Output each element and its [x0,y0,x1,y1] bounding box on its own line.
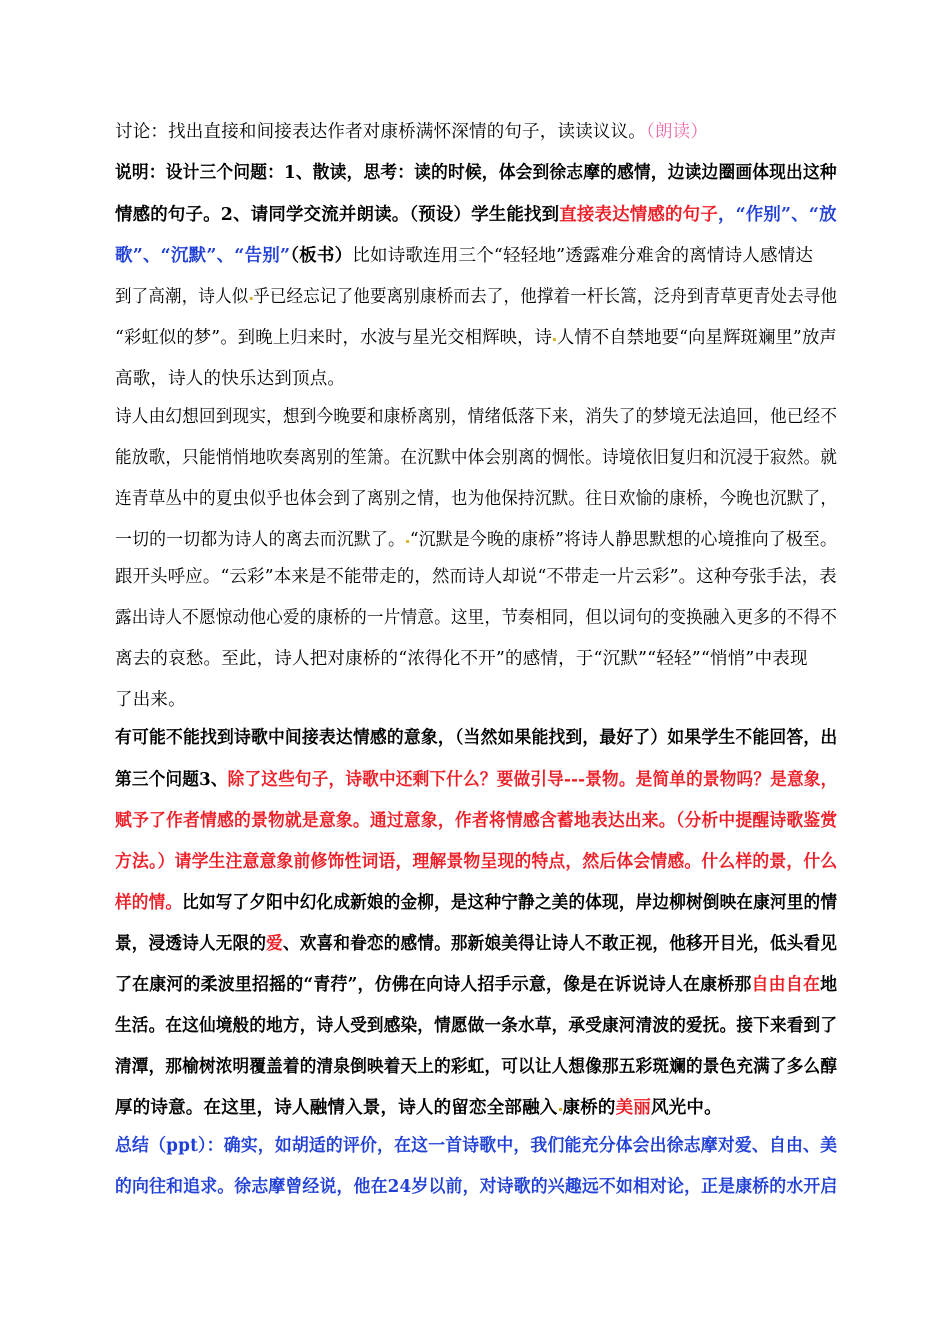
paragraph-line: 了出来。 [115,690,186,710]
explanation-line-3: 歌”、“沉默”、“告别”（板书）比如诗歌连用三个“轻轻地”透露难分难舍的离情诗人感情达 [115,246,814,266]
discussion-text: 讨论：找出直接和间接表达作者对康桥满怀深情的句子，读读议议。 [115,122,646,142]
paragraph-line: 一切的一切都为诗人的离去而沉默了。 “沉默是今晚的康桥”将诗人静思默想的心境推向了极至。 [115,530,838,550]
bold-paragraph-line: 第三个问题3、除了这些句子，诗歌中还剩下什么？要做引导---景物。是简单的景物吗？是意象， [115,770,838,790]
bold-paragraph-line: 厚的诗意。在这里，诗人融情入景，诗人的留恋全部融入 康桥的美丽风光中。 [115,1098,722,1118]
bold-paragraph-line: 景，浸透诗人无限的爱、欢喜和眷恋的感情。那新娘美得让诗人不敢正视，他移开目光，低头看见 [115,934,838,954]
paragraph-line: 能放歌，只能悄悄地吹奏离别的笙箫。在沉默中体会别离的惆怅。诗境依旧复归和沉浸于寂然。就 [115,448,838,468]
summary-line: 总结（ppt）：确实，如胡适的评价，在这一首诗歌中，我们能充分体会出徐志摩对爱、自由、美 [115,1136,838,1156]
paragraph-line: 连青草丛中的夏虫似乎也体会到了离别之情，也为他保持沉默。往日欢愉的康桥，今晚也沉默了， [115,489,838,509]
bold-paragraph-line: 了在康河的柔波里招摇的“青荇”，仿佛在向诗人招手示意，像是在诉说诗人在康桥那自由自在地 [115,975,838,995]
paragraph-line: 高歌，诗人的快乐达到顶点。 [115,369,346,389]
bold-paragraph-line: 生活。在这仙境般的地方，诗人受到感染，情愿做一条水草，承受康河清波的爱抚。接下来看到了 [115,1016,838,1036]
reading-note: （朗读） [646,122,709,142]
bold-paragraph-line: 清潭，那榆树浓明覆盖着的清泉倒映着天上的彩虹，可以让人想像那五彩斑斓的景色充满了多么醇 [115,1057,838,1077]
ink-dot [249,297,252,300]
paragraph-line: 跟开头呼应。“云彩”本来是不能带走的，然而诗人却说“不带走一片云彩”。这种夸张手法，表 [115,567,837,587]
ink-dot [559,1108,562,1111]
ink-dot [406,540,409,543]
summary-line: 的向往和追求。徐志摩曾经说，他在24岁以前，对诗歌的兴趣远不如相对论，正是康桥的水开启 [115,1177,838,1197]
bold-paragraph-line: 有可能不能找到诗歌中间接表达情感的意象，（当然如果能找到，最好了）如果学生不能回答，出 [115,728,838,748]
bold-paragraph-line: 方法。）请学生注意意象前修饰性词语，理解景物呈现的特点，然后体会情感。什么样的景，什么 [115,852,838,872]
ink-dot [553,338,556,341]
paragraph-line: 诗人由幻想回到现实，想到今晚要和康桥离别，情绪低落下来，消失了的梦境无法追回，他已经不 [115,407,838,427]
explanation-line-1: 说明：设计三个问题：1、散读，思考：读的时候，体会到徐志摩的感情，边读边圈画体现出这种 [115,163,837,183]
paragraph-line: 离去的哀愁。至此，诗人把对康桥的“浓得化不开”的感情，于“沉默”“轻轻”“悄悄”中表现 [115,649,808,669]
paragraph-line: “彩虹似的梦”。到晚上归来时，水波与星光交相辉映，诗 人情不自禁地要“向星辉斑斓里”放声 [115,328,837,348]
paragraph-line: 露出诗人不愿惊动他心爱的康桥的一片情意。这里，节奏相同，但以词句的变换融入更多的不得不 [115,608,838,628]
explanation-line-2: 情感的句子。2、请同学交流并朗读。（预设）学生能找到直接表达情感的句子，“作别”、“放 [115,205,837,225]
bold-paragraph-line: 赋予了作者情感的景物就是意象。通过意象，作者将情感含蓄地表达出来。（分析中提醒诗歌鉴赏 [115,811,838,831]
discussion-line [115,121,708,143]
paragraph-line: 到了高潮，诗人似 乎已经忘记了他要离别康桥而去了，他撑着一杆长篙，泛舟到青草更青处去寻他 [115,287,838,307]
bold-paragraph-line: 样的情。比如写了夕阳中幻化成新娘的金柳，是这种宁静之美的体现，岸边柳树倒映在康河里的情 [115,893,838,913]
